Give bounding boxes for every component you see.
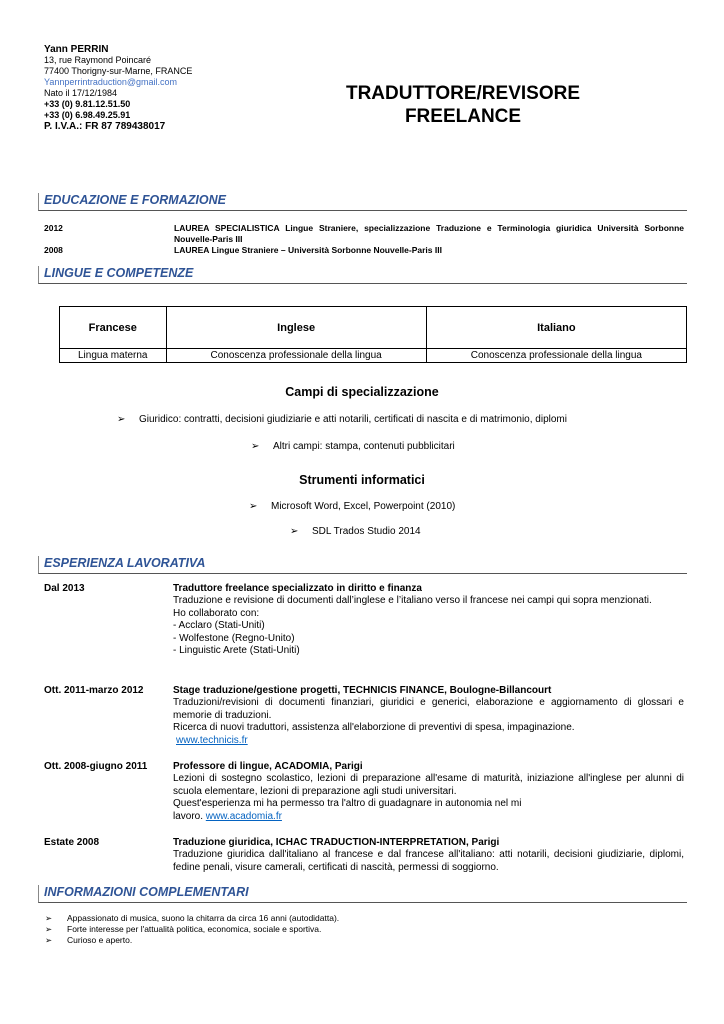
experience-line: Ricerca di nuovi traduttori, assistenza all'elaborzione di preventivi di spesa, impaginazione.: [173, 722, 575, 734]
experience-item: [44, 837, 684, 877]
experience-line: Quest'esperienza mi ha permesso tra l'altro di guadagnare in autonomia nel mi: [173, 798, 522, 810]
experience-line: Traduzioni/revisioni di documenti finanziari, giuridici e generici, elaborazione e aggiornamento di glossari e memorie di traduzioni.: [173, 697, 684, 721]
arrow-bullet-icon: ➢: [290, 526, 299, 537]
document-title: [318, 82, 608, 128]
technicis-link[interactable]: www.technicis.fr: [176, 734, 248, 746]
experience-line: Ho collaborato con:: [173, 607, 260, 619]
education-item: [44, 245, 684, 257]
section-info-header: [38, 885, 687, 903]
language-level-french: Lingua materna: [60, 349, 167, 363]
experience-body: [173, 685, 684, 747]
arrow-bullet-icon: ➢: [249, 501, 258, 512]
language-header-english: Inglese: [166, 307, 426, 349]
language-header-french: Francese: [60, 307, 167, 349]
contact-email[interactable]: Yannperrintraduction@gmail.com: [44, 77, 178, 87]
contact-birthdate: Nato il 17/12/1984: [44, 88, 118, 98]
experience-role: Professore di lingue, ACADOMIA, Parigi: [173, 761, 363, 772]
experience-period: Dal 2013: [44, 583, 85, 594]
education-year: 2012: [44, 223, 63, 233]
list-item: [249, 500, 455, 513]
arrow-bullet-icon: ➢: [45, 935, 53, 945]
languages-table: [59, 306, 687, 363]
education-year: 2008: [44, 245, 63, 255]
info-list: [45, 913, 339, 946]
education-text: LAUREA SPECIALISTICA Lingue Straniere, specializzazione Traduzione e Terminologia giuridica Università Sorbonne Nouvelle-Paris III: [174, 223, 684, 244]
experience-line: Lezioni di sostegno scolastico, lezioni di preparazione all'esame di maturità, iniziazione all'inglese per alunni di scuola elementare, lezioni di preparazione agli studi universitari.: [173, 773, 684, 797]
arrow-bullet-icon: ➢: [45, 913, 53, 923]
language-level-italian: Conoscenza professionale della lingua: [426, 349, 686, 363]
contact-name: Yann PERRIN: [44, 44, 109, 55]
experience-item: [44, 685, 684, 755]
experience-line: - Wolfestone (Regno-Unito): [173, 632, 295, 644]
list-item: [117, 413, 567, 426]
title-line2: FREELANCE: [404, 106, 522, 127]
section-education-title: EDUCAZIONE E FORMAZIONE: [44, 193, 226, 207]
experience-period: Ott. 2008-giugno 2011: [44, 761, 148, 772]
experience-item: [44, 583, 684, 673]
education-item: [44, 223, 684, 247]
experience-body: [173, 837, 684, 874]
contact-vat: P. I.V.A.: FR 87 789438017: [44, 121, 166, 132]
language-level-english: Conoscenza professionale della lingua: [166, 349, 426, 363]
section-experience-title: ESPERIENZA LAVORATIVA: [44, 556, 206, 570]
contact-phone1: +33 (0) 9.81.12.51.50: [44, 99, 131, 109]
experience-body: [173, 583, 684, 657]
info-item: Appassionato di musica, suono la chitarra da circa 16 anni (autodidatta).: [67, 913, 340, 923]
specialization-item: Altri campi: stampa, contenuti pubblicitari: [273, 441, 455, 452]
experience-period: Estate 2008: [44, 837, 100, 848]
contact-block: [44, 44, 192, 132]
list-item: [45, 935, 339, 946]
section-languages-header: [38, 266, 687, 284]
info-item: Forte interesse per l'attualità politica, economica, sociale e sportiva.: [67, 924, 322, 934]
list-item: [290, 525, 421, 538]
language-header-italian: Italiano: [426, 307, 686, 349]
tools-title: Strumenti informatici: [299, 473, 425, 487]
title-line1: TRADUTTORE/REVISORE: [345, 83, 580, 104]
experience-line: Traduzione e revisione di documenti dall’inglese e l’italiano verso il francese nei campi qui sopra menzionati.: [173, 595, 652, 607]
section-languages-title: LINGUE E COMPETENZE: [44, 266, 194, 280]
info-item: Curioso e aperto.: [67, 935, 133, 945]
contact-address-line1: 13, rue Raymond Poincaré: [44, 55, 152, 65]
section-info-title: INFORMAZIONI COMPLEMENTARI: [44, 885, 249, 899]
experience-line: - Acclaro (Stati-Uniti): [173, 620, 265, 632]
list-item: [45, 913, 339, 924]
experience-role: Traduzione giuridica, ICHAC TRADUCTION-INTERPRETATION, Parigi: [173, 837, 500, 848]
education-text: LAUREA Lingue Straniere – Università Sorbonne Nouvelle-Paris III: [174, 245, 442, 255]
experience-item: [44, 761, 684, 825]
experience-line: - Linguistic Arete (Stati-Uniti): [173, 645, 300, 657]
arrow-bullet-icon: ➢: [251, 441, 260, 452]
arrow-bullet-icon: ➢: [45, 924, 53, 934]
experience-line-tail: lavoro.: [173, 810, 204, 822]
tools-item: SDL Trados Studio 2014: [312, 526, 421, 537]
section-education-header: [38, 193, 687, 211]
contact-address-line2: 77400 Thorigny-sur-Marne, FRANCE: [44, 66, 193, 76]
specialization-title: Campi di specializzazione: [285, 385, 439, 399]
acadomia-link[interactable]: www.acadomia.fr: [205, 810, 282, 822]
experience-role: Stage traduzione/gestione progetti, TECHNICIS FINANCE, Boulogne-Billancourt: [173, 685, 552, 696]
section-experience-header: [38, 556, 687, 574]
experience-period: Ott. 2011-marzo 2012: [44, 685, 144, 696]
contact-phone2: +33 (0) 6.98.49.25.91: [44, 110, 131, 120]
list-item: [45, 924, 339, 935]
tools-item: Microsoft Word, Excel, Powerpoint (2010): [271, 501, 456, 512]
experience-role: Traduttore freelance specializzato in diritto e finanza: [173, 583, 422, 594]
list-item: [251, 440, 455, 453]
experience-line: Traduzione giuridica dall'italiano al francese e dal francese all'italiano: atti notarili, decisioni giudiziarie, diplomi, fedine penali, visure camerali, certificati di nascità, permessi di soggiorno.: [173, 849, 684, 873]
experience-body: [173, 761, 684, 823]
arrow-bullet-icon: ➢: [117, 414, 126, 425]
specialization-item: Giuridico: contratti, decisioni giudiziarie e atti notarili, certificati di nascita e di matrimonio, diplomi: [139, 414, 567, 425]
